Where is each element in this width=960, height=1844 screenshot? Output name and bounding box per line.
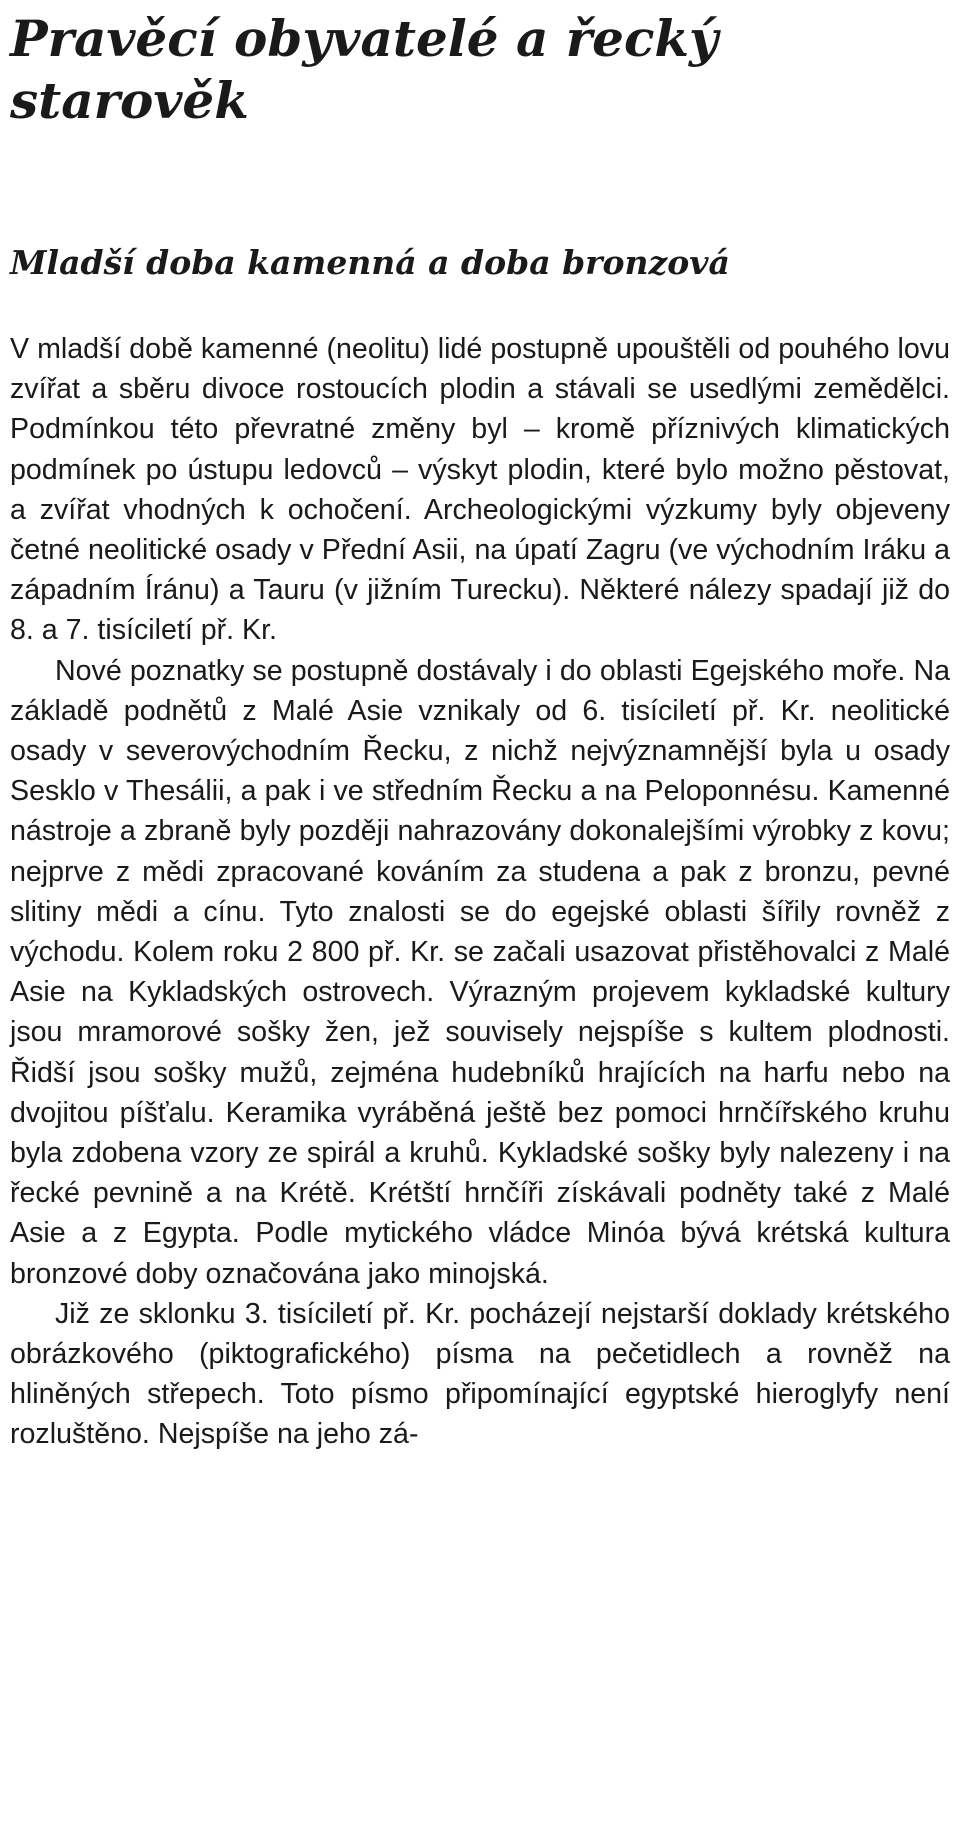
- section-title: Mladší doba kamenná a doba bronzová: [10, 243, 730, 282]
- paragraph-1: V mladší době kamenné (neolitu) lidé postupně upouštěli od pouhého lovu zvířat a sběru divoce rostoucích plodin a stávali se usedlými zemědělci. Podmínkou této převratné změny byl – kromě příznivých klimatických podmínek po ústupu ledovců – výskyt plodin, které bylo možno pěstovat, a zvířat vhodných k ochočení. Archeologickými výzkumy byly objeveny četné neolitické osady v Přední Asii, na úpatí Zagru (ve východním Iráku a západním Íránu) a Tauru (v jižním Turecku). Některé nálezy spadají již do 8. a 7. tisíciletí př. Kr.: [10, 333, 950, 647]
- body-text: [10, 329, 950, 1455]
- paragraph-2: Nové poznatky se postupně dostávaly i do oblasti Egejského moře. Na základě podnětů z Malé Asie vznikaly od 6. tisíciletí př. Kr. neolitické osady v severovýchodním Řecku, z nichž nejvýznamnější byla u osady Sesklo v Thesálii, a pak i ve středním Řecku a na Peloponnésu. Kamenné nástroje a zbraně byly později nahrazovány dokonalejšími výrobky z kovu; nejprve z mědi zpracované kováním za studena a pak z bronzu, pevné slitiny mědi a cínu. Tyto znalosti se do egejské oblasti šířily rovněž z východu. Kolem roku 2 800 př. Kr. se začali usazovat přistěhovalci z Malé Asie na Kykladských ostrovech. Výrazným projevem kykladské kultury jsou mramorové sošky žen, jež souvisely nejspíše s kultem plodnosti. Řidší jsou sošky mužů, zejména hudebníků hrajících na harfu nebo na dvojitou píšťalu. Keramika vyráběná ještě bez pomoci hrnčířského kruhu byla zdobena vzory ze spirál a kruhů. Kykladské sošky byly nalezeny i na řecké pevnině a na Krétě. Krétští hrnčíři získávali podněty také z Malé Asie a z Egypta. Podle mytického vládce Minóa bývá krétská kultura bronzové doby označována jako minojská.: [10, 654, 950, 1290]
- chapter-title: Pravěcí obyvatelé a řecký starověk: [10, 9, 719, 130]
- paragraph-3: Již ze sklonku 3. tisíciletí př. Kr. pocházejí nejstarší doklady krétského obrázkového (piktografického) písma na pečetidlech a rovněž na hliněných střepech. Toto písmo připomínající egyptské hieroglyfy není rozluštěno. Nejspíše na jeho zá-: [10, 1297, 950, 1451]
